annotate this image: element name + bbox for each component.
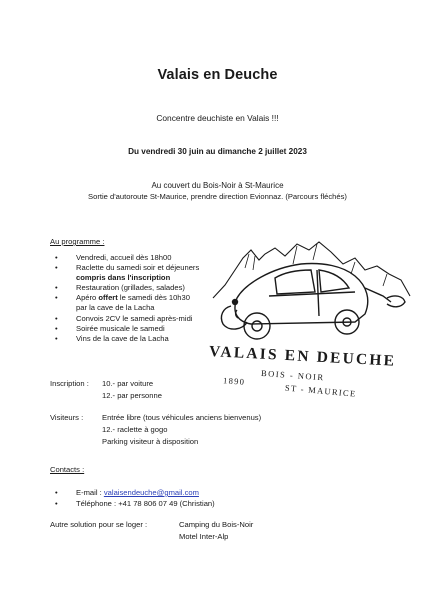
contact-phone-row bbox=[55, 499, 215, 509]
logement-motel: Motel Inter-Alp bbox=[179, 532, 229, 541]
visiteurs-raclette: 12.- raclette à gogo bbox=[102, 425, 168, 434]
list-item: • Convois 2CV le samedi après-midi bbox=[55, 313, 193, 323]
event-title: Valais en Deuche bbox=[157, 67, 278, 83]
programme-heading: Au programme : bbox=[50, 237, 105, 246]
inscription-label: Inscription : bbox=[50, 379, 89, 388]
venue-line: Au couvert du Bois-Noir à St-Maurice bbox=[151, 181, 284, 190]
bullet-icon: • bbox=[55, 499, 58, 508]
list-item: • Restauration (grillades, salades) bbox=[55, 283, 185, 293]
bullet-icon: • bbox=[55, 313, 58, 323]
logement-camping: Camping du Bois-Noir bbox=[179, 520, 254, 529]
event-subtitle: Concentre deuchiste en Valais !!! bbox=[156, 113, 279, 123]
inscription-price-person: 12.- par personne bbox=[102, 391, 162, 400]
bullet-icon: • bbox=[55, 283, 58, 293]
logement-label: Autre solution pour se loger : bbox=[50, 520, 148, 529]
contacts-heading: Contacts : bbox=[50, 465, 85, 474]
event-logo bbox=[205, 240, 415, 410]
logo-illustration bbox=[205, 240, 415, 410]
bullet-icon: • bbox=[55, 323, 58, 333]
bullet-icon: • bbox=[55, 333, 58, 343]
bullet-icon: • bbox=[55, 263, 58, 273]
list-item: • Vendredi, accueil dès 18h00 bbox=[55, 253, 172, 262]
headlight-icon bbox=[232, 299, 238, 305]
contact-email-row bbox=[55, 488, 199, 498]
logo-lettering-postcode: 1890 bbox=[222, 375, 246, 387]
visiteurs-entry: Entrée libre (tous véhicules anciens bienvenus) bbox=[102, 413, 262, 422]
phone-text: Téléphone : +41 78 806 07 49 (Christian) bbox=[76, 499, 215, 508]
list-item: • Apéro offert le samedi dès 10h30 par la cave de la Lacha bbox=[55, 293, 190, 313]
bullet-icon: • bbox=[55, 488, 58, 497]
directions-line: Sortie d'autoroute St-Maurice, prendre direction Evionnaz. (Parcours fléchés) bbox=[88, 192, 347, 201]
visiteurs-label: Visiteurs : bbox=[50, 413, 84, 422]
bullet-icon: • bbox=[55, 293, 58, 303]
event-dates: Du vendredi 30 juin au dimanche 2 juillet 2023 bbox=[128, 147, 307, 156]
2cv-car-icon bbox=[221, 264, 405, 340]
logo-lettering-st-maurice: ST - MAURICE bbox=[284, 382, 357, 399]
email-link[interactable]: valaisendeuche@gmail.com bbox=[103, 488, 199, 497]
email-label: E-mail : bbox=[76, 488, 104, 497]
bullet-icon: • bbox=[55, 253, 58, 262]
list-item: • Soirée musicale le samedi bbox=[55, 323, 165, 333]
logo-lettering-bois-noir: BOIS - NOIR bbox=[260, 367, 325, 383]
visiteurs-parking: Parking visiteur à disposition bbox=[102, 437, 199, 446]
logo-main-lettering: VALAIS EN DEUCHE bbox=[208, 342, 397, 370]
list-item: • Vins de la cave de la Lacha bbox=[55, 333, 169, 343]
inscription-price-car: 10.- par voiture bbox=[102, 379, 154, 388]
programme-list bbox=[55, 253, 199, 344]
list-item: • Raclette du samedi soir et déjeuners compris dans l'inscription bbox=[55, 263, 200, 283]
